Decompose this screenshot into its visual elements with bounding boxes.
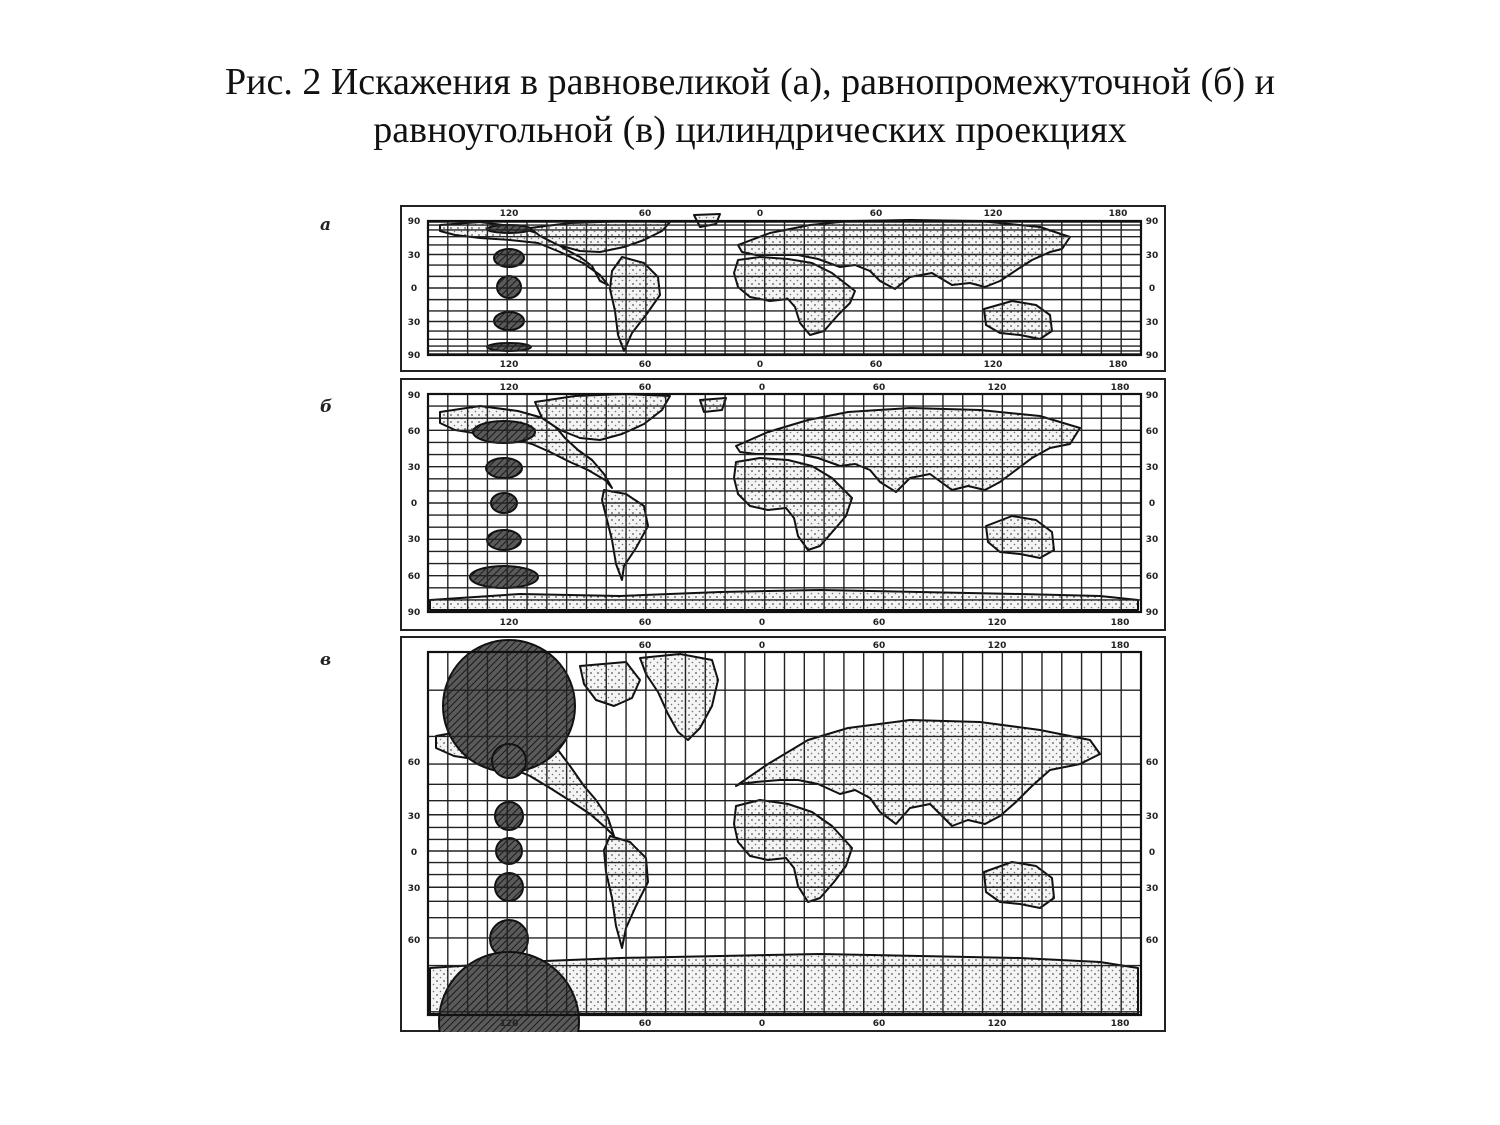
- lon-label: 120: [983, 360, 1003, 370]
- lat-label: 30: [407, 318, 421, 328]
- lat-label: 0: [1148, 284, 1156, 294]
- lat-label: 60: [1145, 936, 1159, 946]
- lat-label: 0: [410, 499, 418, 509]
- lon-label: 120: [987, 1019, 1007, 1029]
- lon-label: 120: [983, 209, 1003, 219]
- lat-label: 30: [407, 251, 421, 261]
- lon-label: 120: [987, 383, 1007, 393]
- lon-label: 60: [638, 383, 652, 393]
- lat-label: 60: [407, 572, 421, 582]
- lat-label: 30: [407, 812, 421, 822]
- lon-label: 60: [638, 618, 652, 628]
- lon-label: 60: [869, 360, 883, 370]
- lon-label: 60: [869, 209, 883, 219]
- lon-label: 0: [756, 360, 764, 370]
- lon-label: 60: [872, 641, 886, 651]
- lon-label: 180: [1110, 641, 1130, 651]
- lat-label: 90: [407, 608, 421, 618]
- lat-label: 90: [407, 217, 421, 227]
- lon-label: 0: [758, 1019, 766, 1029]
- panel-letter-a: а: [320, 215, 332, 235]
- lat-label: 60: [1145, 758, 1159, 768]
- lat-label: 30: [1145, 535, 1159, 545]
- lon-label: 120: [987, 618, 1007, 628]
- lat-label: 60: [1145, 572, 1159, 582]
- lat-label: 30: [1145, 812, 1159, 822]
- lon-label: 180: [1110, 618, 1130, 628]
- lat-label: 90: [1145, 391, 1159, 401]
- lat-label: 90: [1145, 217, 1159, 227]
- lat-label: 30: [1145, 318, 1159, 328]
- lon-label: 60: [638, 360, 652, 370]
- lat-label: 60: [407, 758, 421, 768]
- lon-label: 0: [758, 383, 766, 393]
- lat-label: 0: [410, 848, 418, 858]
- lon-label: 120: [499, 618, 519, 628]
- lon-label: 60: [638, 641, 652, 651]
- lon-label: 60: [638, 1019, 652, 1029]
- lon-label: 180: [1110, 383, 1130, 393]
- lat-label: 90: [407, 391, 421, 401]
- lat-label: 90: [1145, 608, 1159, 618]
- lon-label: 180: [1110, 1019, 1130, 1029]
- lon-label: 60: [638, 209, 652, 219]
- lon-label: 120: [499, 1019, 519, 1029]
- lon-label: 120: [499, 383, 519, 393]
- lon-label: 0: [758, 618, 766, 628]
- slide-title: [0, 58, 1500, 154]
- lat-label: 30: [407, 463, 421, 473]
- lon-label: 120: [499, 360, 519, 370]
- title-line-1: Рис. 2 Искажения в равновеликой (а), равнопромежуточной (б) и: [225, 61, 1275, 103]
- title-line-2: равноугольной (в) цилиндрических проекциях: [373, 109, 1127, 151]
- lat-label: 60: [407, 427, 421, 437]
- conformal-projection-map: [400, 636, 1166, 1032]
- equidistant-projection-map: [400, 378, 1166, 631]
- lon-label: 0: [758, 641, 766, 651]
- equal-area-projection-map: [400, 205, 1166, 372]
- lat-label: 30: [1145, 251, 1159, 261]
- lon-label: 60: [872, 1019, 886, 1029]
- lat-label: 60: [407, 936, 421, 946]
- lon-label: 60: [872, 383, 886, 393]
- lat-label: 30: [1145, 463, 1159, 473]
- lat-label: 0: [1148, 499, 1156, 509]
- lat-label: 60: [1145, 427, 1159, 437]
- lon-label: 0: [756, 209, 764, 219]
- lon-label: 180: [1108, 209, 1128, 219]
- panel-letter-v: в: [320, 650, 332, 670]
- lat-label: 30: [407, 884, 421, 894]
- lon-label: 120: [987, 641, 1007, 651]
- lat-label: 90: [1145, 351, 1159, 361]
- lat-label: 30: [1145, 884, 1159, 894]
- lat-label: 0: [1148, 848, 1156, 858]
- lon-label: 60: [872, 618, 886, 628]
- lat-label: 90: [407, 351, 421, 361]
- lat-label: 0: [410, 284, 418, 294]
- lon-label: 180: [1108, 360, 1128, 370]
- panel-letter-b: б: [320, 397, 333, 417]
- lon-label: 120: [499, 209, 519, 219]
- lat-label: 30: [407, 535, 421, 545]
